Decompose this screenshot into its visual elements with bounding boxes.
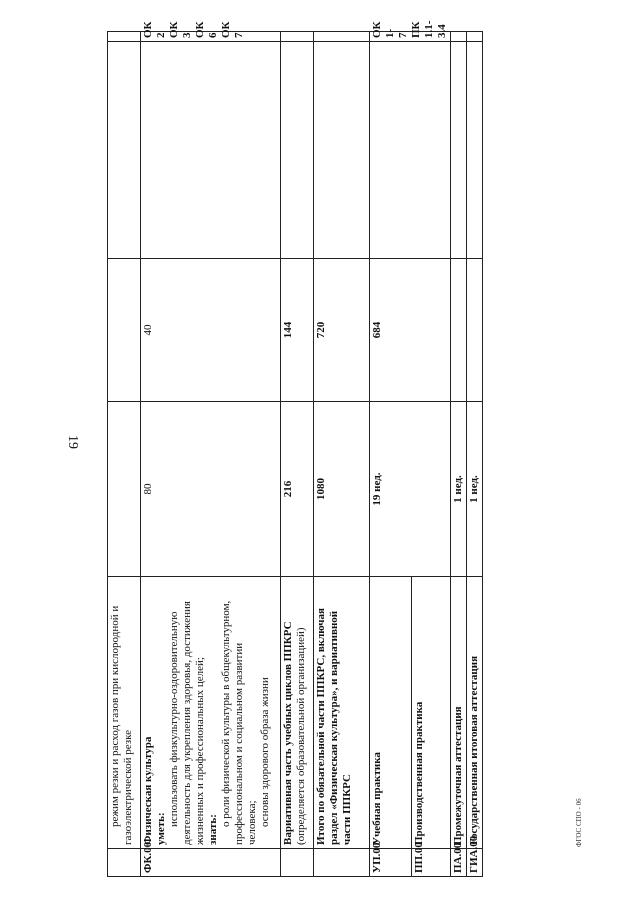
- hours-class-cell: 720: [314, 259, 370, 402]
- weeks-cell: 1 нед.: [450, 402, 466, 577]
- code-cell: [108, 849, 141, 877]
- content-cell: Производственная практика: [411, 577, 450, 849]
- discipline-cell: [141, 42, 281, 259]
- knowledge-label: знать:: [206, 814, 219, 845]
- competency-cell: [450, 32, 466, 42]
- competency-code: ОК 7: [219, 21, 245, 38]
- competency-cell: [141, 21, 281, 42]
- code-cell: [281, 849, 314, 877]
- text-line: профессиональном и социальном развитии: [232, 642, 245, 845]
- page-number: 19: [65, 435, 80, 449]
- table-row: [281, 32, 314, 877]
- text-line: жизненных и профессиональных целей;: [193, 657, 206, 845]
- section-note: (определяется образовательной организацией): [294, 627, 307, 845]
- text-line: о роли физической культуры в общекультурном,: [219, 600, 232, 827]
- competency-cell: [281, 32, 314, 42]
- competency-code: ОК 2: [142, 21, 167, 38]
- competency-code: ОК 3: [167, 21, 193, 38]
- text-line: газоэлектрической резке: [121, 729, 134, 845]
- code-cell: ГИА.00: [466, 849, 482, 877]
- discipline-cell: [370, 42, 451, 259]
- discipline-cell: [281, 42, 314, 259]
- content-cell: [141, 577, 281, 849]
- section-title: Вариативная часть учебных циклов ППКРС: [282, 621, 294, 845]
- code-cell: [314, 849, 370, 877]
- table-row: [370, 32, 412, 877]
- text-line: человека;: [245, 800, 258, 845]
- content-cell: Промежуточная аттестация: [450, 577, 466, 849]
- competency-cell: [314, 32, 370, 42]
- text-line: режим резки и расход газов при кислородной и: [109, 605, 121, 827]
- hours-max-cell: 80: [141, 402, 281, 577]
- skills-label: уметь:: [154, 812, 167, 845]
- table-row: [141, 32, 281, 877]
- competency-code: ОК 1-7: [371, 21, 409, 38]
- discipline-cell: [450, 42, 466, 259]
- curriculum-table: [107, 20, 483, 877]
- table-row: [450, 32, 466, 877]
- content-cell: Учебная практика: [370, 577, 412, 849]
- discipline-cell: [108, 42, 141, 259]
- discipline-cell: [314, 42, 370, 259]
- curriculum-table-rotated: [107, 20, 480, 877]
- competency-code: ОК 6: [193, 21, 219, 38]
- hours-max-cell: 1080: [314, 402, 370, 577]
- content-cell: [108, 577, 141, 849]
- competency-cell: [108, 32, 141, 42]
- table-row: [314, 32, 370, 877]
- code-cell: УП.00: [370, 849, 412, 877]
- competency-cell: [370, 20, 451, 42]
- hours-max-cell: 216: [281, 402, 314, 577]
- code-cell: ПА.00: [450, 849, 466, 877]
- hours-max-cell: [108, 402, 141, 577]
- content-cell: Итого по обязательной части ППКРС, включая раздел «Физическая культура», и вариативной части ППКРС: [314, 577, 370, 849]
- text-line: основы здорового образа жизни: [258, 677, 271, 827]
- hours-class-cell: 144: [281, 259, 314, 402]
- content-cell: Государственная итоговая аттестация: [466, 577, 482, 849]
- table-row: [108, 32, 141, 877]
- code-cell: ПП.00: [411, 849, 450, 877]
- competency-cell: [466, 32, 482, 42]
- text-line: деятельность для укрепления здоровья, достижения: [180, 601, 193, 845]
- footer-label: ФГОС СПО - 06: [575, 798, 583, 847]
- competency-code: ПК 1.1-3.4: [409, 20, 448, 38]
- content-cell: [281, 577, 314, 849]
- table-row: [466, 32, 482, 877]
- hours-class-cell: [466, 259, 482, 402]
- hours-class-cell: [108, 259, 141, 402]
- weeks-cell: 1 нед.: [466, 402, 482, 577]
- section-title: Физическая культура: [142, 736, 154, 845]
- discipline-cell: [466, 42, 482, 259]
- hours-class-cell: [450, 259, 466, 402]
- hours-class-cell: 40: [141, 259, 281, 402]
- text-line: использовать физкультурно-оздоровительную: [167, 611, 180, 827]
- practice-hours-cell: 684: [370, 259, 451, 402]
- code-cell: ФК.00: [141, 849, 281, 877]
- weeks-cell: 19 нед.: [370, 402, 451, 577]
